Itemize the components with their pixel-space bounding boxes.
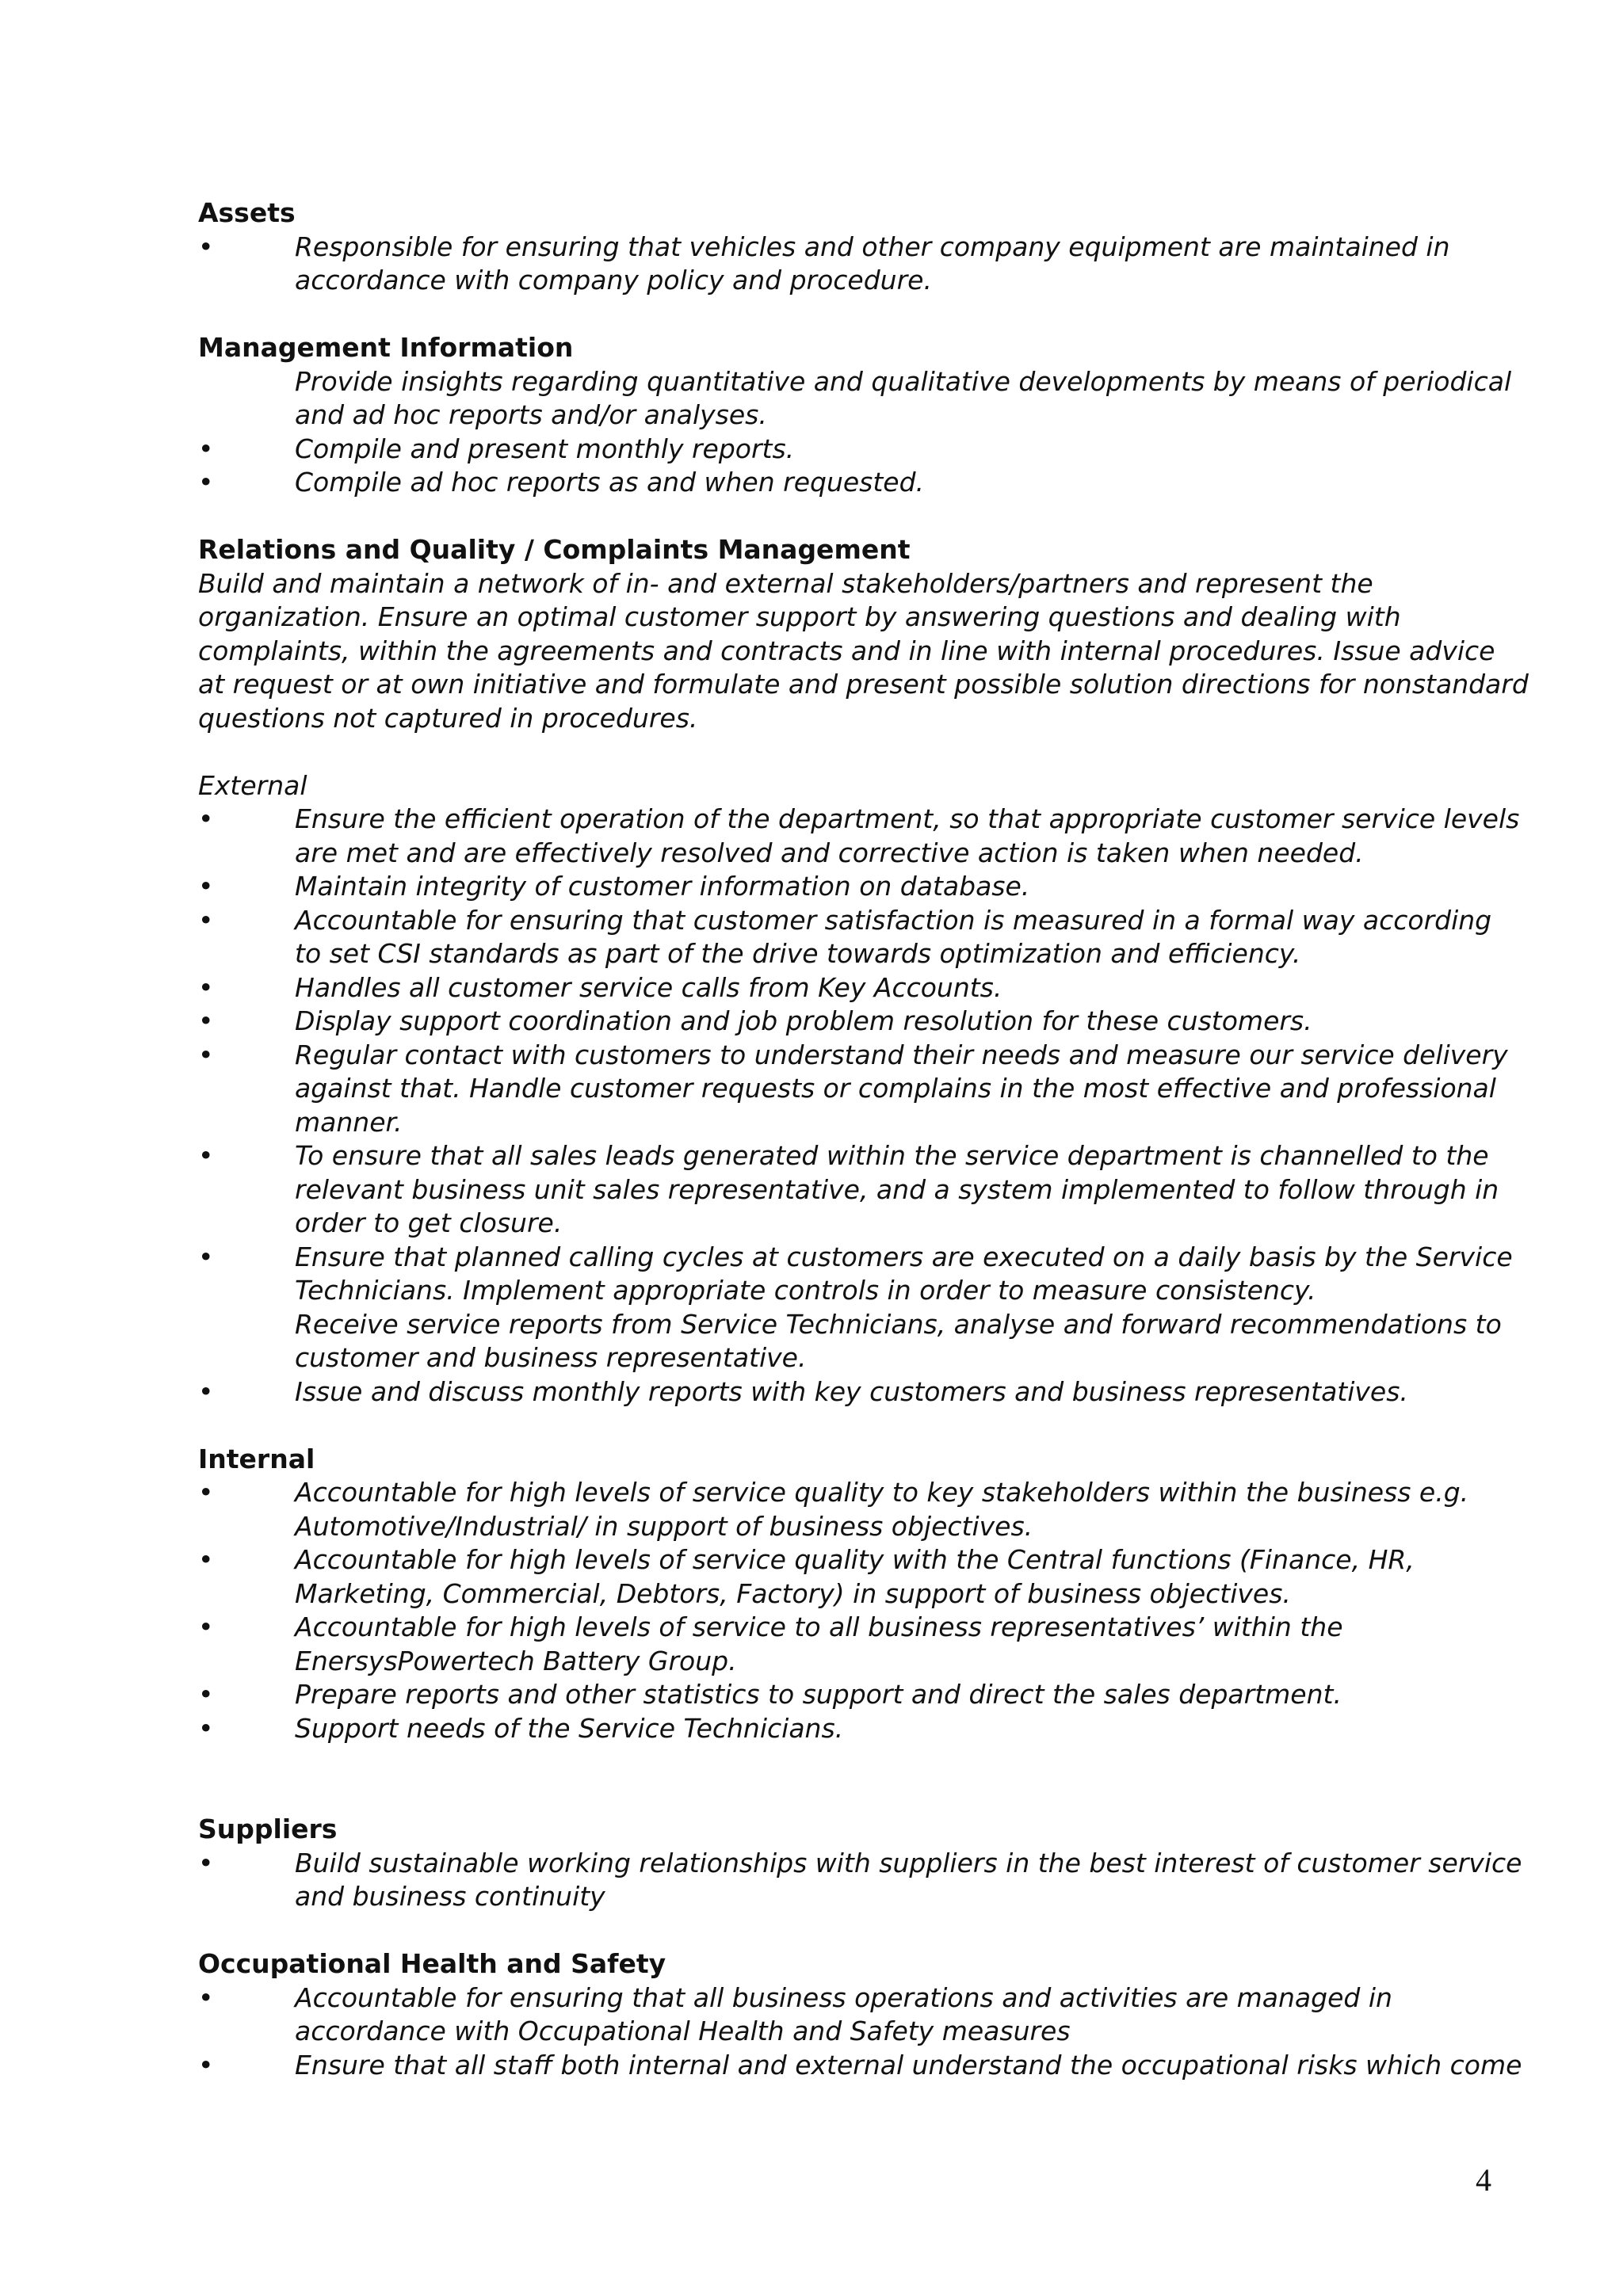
bullet-marker: • [198,1241,214,1272]
bullet-marker: • [198,433,214,464]
list-item-line: Ensure that planned calling cycles at customers are executed on a daily basis by the Service [295,1241,1513,1272]
list-item-line: manner. [295,1106,403,1138]
bullet-marker: • [198,1005,214,1036]
bullet-marker: • [198,904,214,936]
list-item-line: Automotive/Industrial/ in support of business objectives. [295,1510,1033,1542]
list-item-line: relevant business unit sales representative, and a system implemented to follow through in [295,1173,1499,1205]
bullet-marker: • [198,1712,214,1744]
list-item-line: Support needs of the Service Technicians. [295,1712,844,1744]
list-item-line: Accountable for ensuring that customer satisfaction is measured in a formal way according [295,904,1492,936]
list-item [198,1005,1545,1039]
list-item-line: Build sustainable working relationships with suppliers in the best interest of customer service [295,1847,1522,1878]
bullet-marker: • [198,1611,214,1642]
bullet-marker: • [198,871,214,902]
list-item-line: EnersysPowertech Battery Group. [295,1645,737,1676]
text-line: Provide insights regarding quantitative and qualitative developments by means of periodical [295,365,1512,397]
text-line: complaints, within the agreements and contracts and in line with internal procedures. Issue advice [198,635,1495,666]
list-item-line: Accountable for high levels of service to all business representatives’ within the [295,1611,1343,1642]
list-item [198,1678,1545,1712]
list-item [198,2049,1545,2083]
list-item-line: To ensure that all sales leads generated within the service department is channelled to the [295,1140,1489,1171]
list-item [198,1611,1545,1678]
text-line: at request or at own initiative and formulate and present possible solution directions for nonstandard [198,669,1529,700]
list-item [198,1543,1545,1611]
bullet-marker: • [198,467,214,498]
text-line: and ad hoc reports and/or analyses. [295,399,767,430]
bullet-list-management-information [198,433,1545,500]
bullet-marker: • [198,971,214,1003]
list-item-line: Responsible for ensuring that vehicles and other company equipment are maintained in [295,231,1450,262]
bullet-marker: • [198,1039,214,1070]
list-item-line: Display support coordination and job problem resolution for these customers. [295,1005,1312,1036]
bullet-marker: • [198,1375,214,1407]
list-item [198,803,1545,870]
bullet-list-assets [198,231,1545,298]
list-item [198,870,1545,904]
section-heading-relations: Relations and Quality / Complaints Management [198,534,911,565]
section-heading-ohs: Occupational Health and Safety [198,1948,666,1979]
list-item-line: against that. Handle customer requests or complains in the most effective and professional [295,1073,1496,1104]
list-item [198,1981,1545,2049]
list-item [198,971,1545,1005]
bullet-marker: • [198,2049,214,2081]
subsection-heading-external: External [198,769,307,801]
page-number: 4 [1476,2162,1491,2198]
list-item [198,1476,1545,1543]
relations-paragraph [198,567,1545,736]
list-item-line: Compile and present monthly reports. [295,433,795,464]
section-heading-assets: Assets [198,197,296,228]
bullet-list-internal [198,1476,1545,1745]
list-item-line: Accountable for ensuring that all business operations and activities are managed in [295,1981,1392,2013]
bullet-list-ohs [198,1981,1545,2083]
list-item-line: Maintain integrity of customer information on database. [295,871,1030,902]
list-item-line: are met and are effectively resolved and corrective action is taken when needed. [295,837,1364,868]
list-item-line: Accountable for high levels of service quality to key stakeholders within the business e.g. [295,1477,1469,1508]
list-item [198,1847,1545,1914]
bullet-marker: • [198,1140,214,1171]
list-item-line: Prepare reports and other statistics to support and direct the sales department. [295,1679,1342,1710]
intro-text [198,365,1545,433]
section-heading-internal: Internal [198,1443,315,1474]
list-item [198,1241,1545,1375]
list-item-line: Receive service reports from Service Technicians, analyse and forward recommendations to [295,1308,1502,1340]
list-item-line: Technicians. Implement appropriate controls in order to measure consistency. [295,1275,1316,1306]
bullet-marker: • [198,1847,214,1878]
text-line: organization. Ensure an optimal customer support by answering questions and dealing with [198,601,1401,632]
list-item-line: Marketing, Commercial, Debtors, Factory) in support of business objectives. [295,1577,1291,1609]
list-item-line: Handles all customer service calls from Key Accounts. [295,971,1002,1003]
list-item-line: accordance with company policy and procedure. [295,265,932,296]
list-item-line: Ensure the efficient operation of the department, so that appropriate customer service levels [295,803,1520,834]
list-item [198,904,1545,971]
list-item-line: Accountable for high levels of service quality with the Central functions (Finance, HR, [295,1544,1415,1575]
list-item [198,231,1545,298]
bullet-marker: • [198,1981,214,2013]
text-line: questions not captured in procedures. [198,702,698,734]
text-line: Build and maintain a network of in- and external stakeholders/partners and represent the [198,567,1373,599]
bullet-list-suppliers [198,1847,1545,1914]
list-item [198,1139,1545,1241]
list-item [198,1375,1545,1409]
bullet-list-external [198,803,1545,1409]
bullet-marker: • [198,803,214,834]
section-heading-management-information: Management Information [198,332,574,363]
list-item-line: Regular contact with customers to understand their needs and measure our service delivery [295,1039,1508,1070]
list-item-line: and business continuity [295,1881,605,1912]
list-item [198,433,1545,467]
bullet-marker: • [198,1679,214,1710]
list-item-line: Compile ad hoc reports as and when requested. [295,467,925,498]
document-body [198,196,1545,2082]
list-item-line: order to get closure. [295,1207,563,1238]
list-item-line: to set CSI standards as part of the drive towards optimization and efficiency. [295,938,1301,969]
list-item-line: accordance with Occupational Health and Safety measures [295,2016,1071,2046]
bullet-marker: • [198,1544,214,1575]
bullet-marker: • [198,1477,214,1508]
list-item-line: Ensure that all staff both internal and external understand the occupational risks which come [295,2049,1522,2081]
section-heading-suppliers: Suppliers [198,1814,338,1844]
list-item [198,1712,1545,1746]
bullet-marker: • [198,231,214,262]
list-item-line: customer and business representative. [295,1342,807,1373]
list-item [198,1039,1545,1140]
list-item [198,466,1545,500]
list-item-line: Issue and discuss monthly reports with key customers and business representatives. [295,1375,1408,1407]
